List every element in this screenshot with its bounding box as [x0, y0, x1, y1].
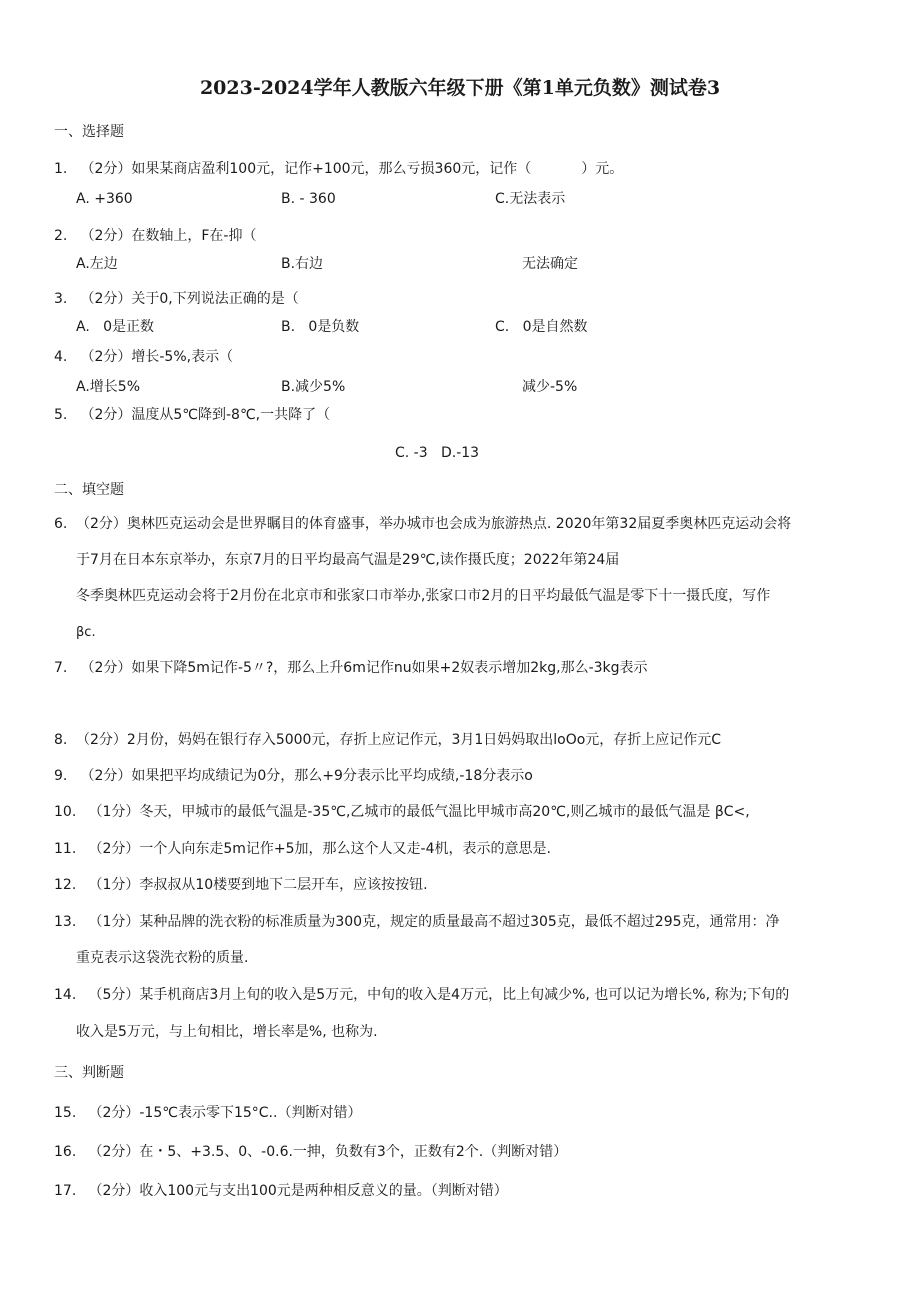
question-text: （2分）2月份，妈妈在银行存入5000元，存折上应记作元，3月1日妈妈取出loOo元，存折上应记作元C	[76, 732, 722, 748]
question-17	[54, 1181, 508, 1201]
question-number: 1.	[54, 161, 68, 177]
question-7	[54, 658, 648, 678]
option-a: A.增长5%	[76, 379, 140, 395]
option-b: B. - 360	[281, 191, 336, 207]
question-text: （1分）某种品牌的洗衣粉的标准质量为300克，规定的质量最高不超过305克，最低不超过295克，通常用：净	[88, 914, 780, 930]
question-number: 10.	[54, 804, 77, 820]
question-14	[54, 985, 789, 1005]
question-6-line: 于7月在日本东京举办，东京7月的日平均最高气温是29℃,读作摄氏度；2022年第24届	[76, 552, 620, 568]
question-16	[54, 1142, 567, 1162]
question-number: 16.	[54, 1144, 77, 1160]
question-text: （2分）一个人向东走5m记作+5加，那么这个人又走-4机，表示的意思是.	[88, 841, 551, 857]
question-number: 6.	[54, 516, 68, 532]
question-text: （2分）关于0,下列说法正确的是（	[80, 291, 299, 307]
section-heading-fill: 二、填空题	[54, 482, 124, 498]
question-number: 14.	[54, 987, 77, 1003]
question-number: 9.	[54, 768, 68, 784]
question-text: （2分）在・5、+3.5、0、-0.6.一抻，负数有3个，正数有2个.（判断对错）	[88, 1144, 568, 1160]
option-a: A. +360	[76, 191, 133, 207]
option-b: B. 0是负数	[281, 319, 360, 335]
question-text: （2分）如果下降5m记作-5〃?，那么上升6m记作nu如果+2奴表示增加2kg,那么-3kg表示	[80, 660, 648, 676]
question-text: （1分）李叔叔从10楼要到地下二层开车，应该按按钮.	[88, 877, 428, 893]
question-13-line: 重克表示这袋洗衣粉的质量.	[76, 950, 249, 966]
option-c: C. 0是自然数	[495, 319, 588, 335]
question-text: 如果某商店盈利100元，记作+100元，那么亏损360元，记作（	[131, 161, 532, 177]
question-number: 17.	[54, 1183, 77, 1199]
question-8	[54, 730, 721, 750]
question-text: （5分）某手机商店3月上旬的收入是5万元，中旬的收入是4万元，比上旬减少%, 也可以记为增长%, 称为;下旬的	[88, 987, 790, 1003]
section-heading-judge: 三、判断题	[54, 1065, 124, 1081]
question-6-line: 冬季奥林匹克运动会将于2月份在北京市和张家口市举办,张家口市2月的日平均最低气温是零下十一摄氏度，写作	[76, 588, 771, 604]
option-c: C.无法表示	[495, 191, 566, 207]
question-5	[54, 405, 330, 425]
question-number: 2.	[54, 228, 68, 244]
question-number: 5.	[54, 407, 68, 423]
question-9	[54, 766, 533, 786]
question-12	[54, 875, 428, 895]
question-number: 11.	[54, 841, 77, 857]
option-b: B.减少5%	[281, 379, 346, 395]
question-text: ）元。	[581, 161, 624, 177]
question-text: （2分）收入100元与支出100元是两种相反意义的量。（判断对错）	[88, 1183, 508, 1199]
option-c: 无法确定	[522, 256, 578, 272]
page-title: 2023-2024学年人教版六年级下册《第1单元负数》测试卷3	[199, 77, 721, 99]
question-10	[54, 802, 750, 822]
question-text: （2分）如果把平均成绩记为0分，那么+9分表示比平均成绩,-18分表示o	[80, 768, 533, 784]
question-number: 13.	[54, 914, 77, 930]
question-number: 15.	[54, 1105, 77, 1121]
question-15	[54, 1103, 361, 1123]
section-heading-choice: 一、选择题	[54, 124, 124, 140]
question-text: （2分）-15℃表示零下15°C..（判断对错）	[88, 1105, 362, 1121]
question-number: 8.	[54, 732, 68, 748]
question-text: （2分）	[80, 161, 132, 177]
question-number: 3.	[54, 291, 68, 307]
question-text: （2分）增长-5%,表示（	[80, 349, 234, 365]
question-2	[54, 226, 256, 246]
question-14-line: 收入是5万元，与上旬相比，增长率是%, 也称为.	[76, 1024, 378, 1040]
question-13	[54, 912, 780, 932]
option-a: A. 0是正数	[76, 319, 155, 335]
option-a: A.左边	[76, 256, 118, 272]
question-number: 12.	[54, 877, 77, 893]
option-b: B.右边	[281, 256, 324, 272]
question-4	[54, 347, 233, 367]
question-6-line: βc.	[76, 625, 96, 640]
question-text: （2分）奥林匹克运动会是世界瞩目的体育盛事，举办城市也会成为旅游热点. 2020年第32届夏季奥林匹克运动会将	[76, 516, 792, 532]
question-11	[54, 839, 551, 859]
option-c: 减少-5%	[522, 379, 578, 395]
question-text: （2分）在数轴上，F在-抑（	[80, 228, 257, 244]
question-number: 7.	[54, 660, 68, 676]
question-text: （2分）温度从5℃降到-8℃,一共降了（	[80, 407, 331, 423]
question-1	[54, 159, 623, 179]
options-c-d: C. -3 D.-13	[395, 445, 480, 461]
question-6	[54, 514, 791, 534]
question-3	[54, 289, 299, 309]
question-text: （1分）冬天，甲城市的最低气温是-35℃,乙城市的最低气温比甲城市高20℃,则乙城市的最低气温是 βC<,	[88, 804, 750, 820]
question-number: 4.	[54, 349, 68, 365]
